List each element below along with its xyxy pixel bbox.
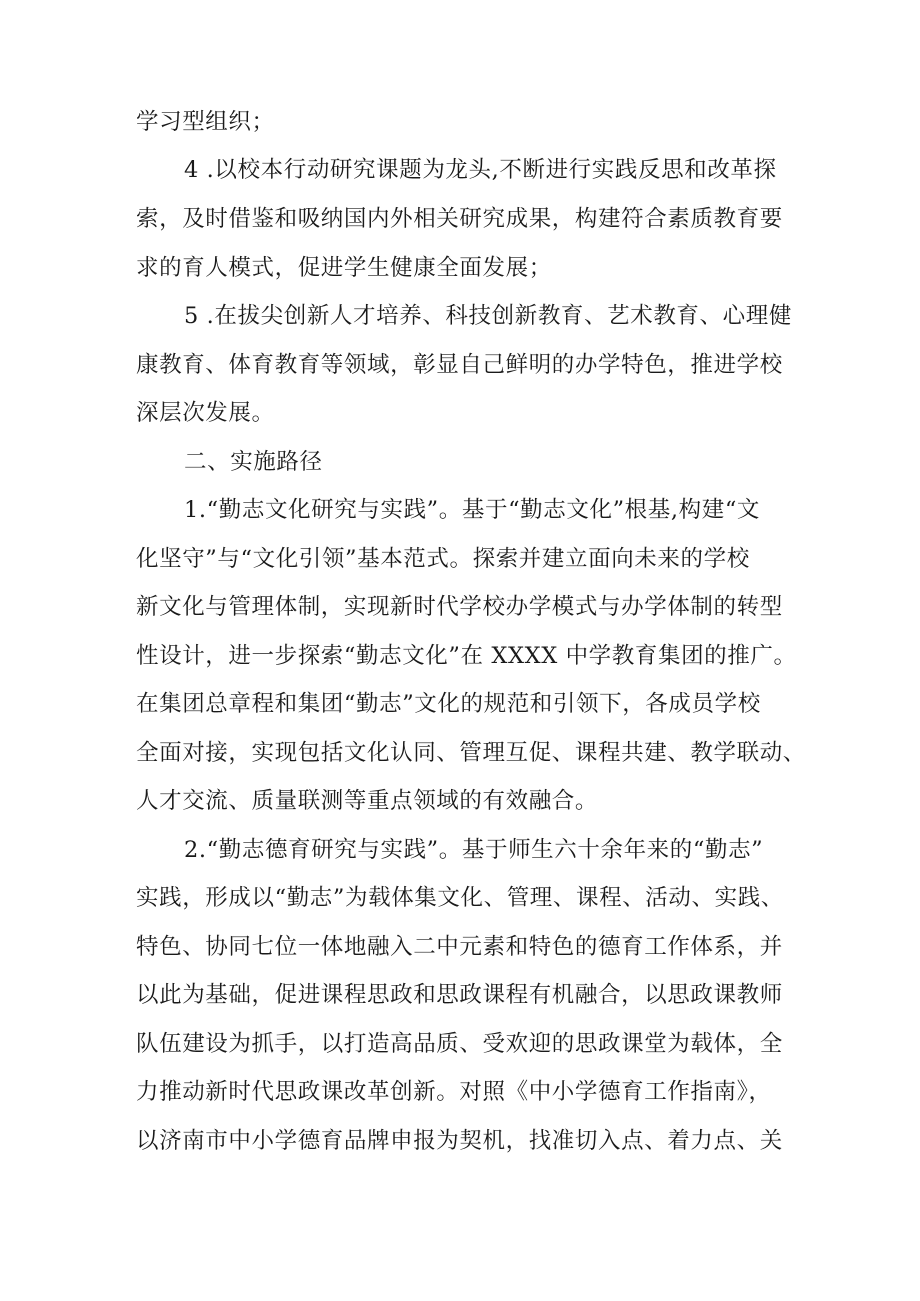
text-line: 人才交流、质量联测等重点领域的有效融合。: [136, 788, 599, 814]
text-line: 特色、协同七位一体地融入二中元素和特色的德育工作体系，并: [136, 934, 783, 960]
text-line: 深层次发展。: [136, 400, 275, 426]
text-line: 以此为基础，促进课程思政和思政课程有机融合，以思政课教师: [136, 982, 783, 1008]
text-line: 性设计，进一步探索“勤志文化”在 XXXX 中学教育集团的推广。: [136, 643, 797, 669]
text-line: 求的育人模式，促进学生健康全面发展；: [136, 255, 552, 281]
text-line: 在集团总章程和集团“勤志”文化的规范和引领下，各成员学校: [136, 691, 761, 717]
text-line: 新文化与管理体制，实现新时代学校办学模式与办学体制的转型: [136, 594, 783, 620]
text-line: 力推动新时代思政课改革创新。对照《中小学德育工作指南》，: [136, 1079, 772, 1105]
text-line: 2.“勤志德育研究与实践”。基于师生六十余年来的“勤志”: [184, 837, 764, 863]
section-heading: 二、实施路径: [184, 449, 323, 475]
text-line: 学习型组织；: [136, 109, 275, 135]
text-line: 全面对接，实现包括文化认同、管理互促、课程共建、教学联动、: [136, 740, 806, 766]
text-line: 实践，形成以“勤志”为载体集文化、管理、课程、活动、实践、: [136, 885, 784, 911]
text-line: 4 .以校本行动研究课题为龙头,不断进行实践反思和改革探: [184, 157, 777, 183]
text-line: 康教育、体育教育等领域，彰显自己鲜明的办学特色，推进学校: [136, 352, 783, 378]
text-line: 1.“勤志文化研究与实践”。基于“勤志文化”根基,构建“文: [184, 497, 761, 523]
text-line: 化坚守”与“文化引领”基本范式。探索并建立面向未来的学校: [136, 546, 750, 572]
text-line: 以济南市中小学德育品牌申报为契机，找准切入点、着力点、关: [136, 1128, 783, 1154]
text-line: 索，及时借鉴和吸纳国内外相关研究成果，构建符合素质教育要: [136, 206, 783, 232]
text-line: 队伍建设为抓手，以打造高品质、受欢迎的思政课堂为载体，全: [136, 1031, 783, 1057]
text-line: 5 .在拔尖创新人才培养、科技创新教育、艺术教育、心理健: [184, 303, 792, 329]
